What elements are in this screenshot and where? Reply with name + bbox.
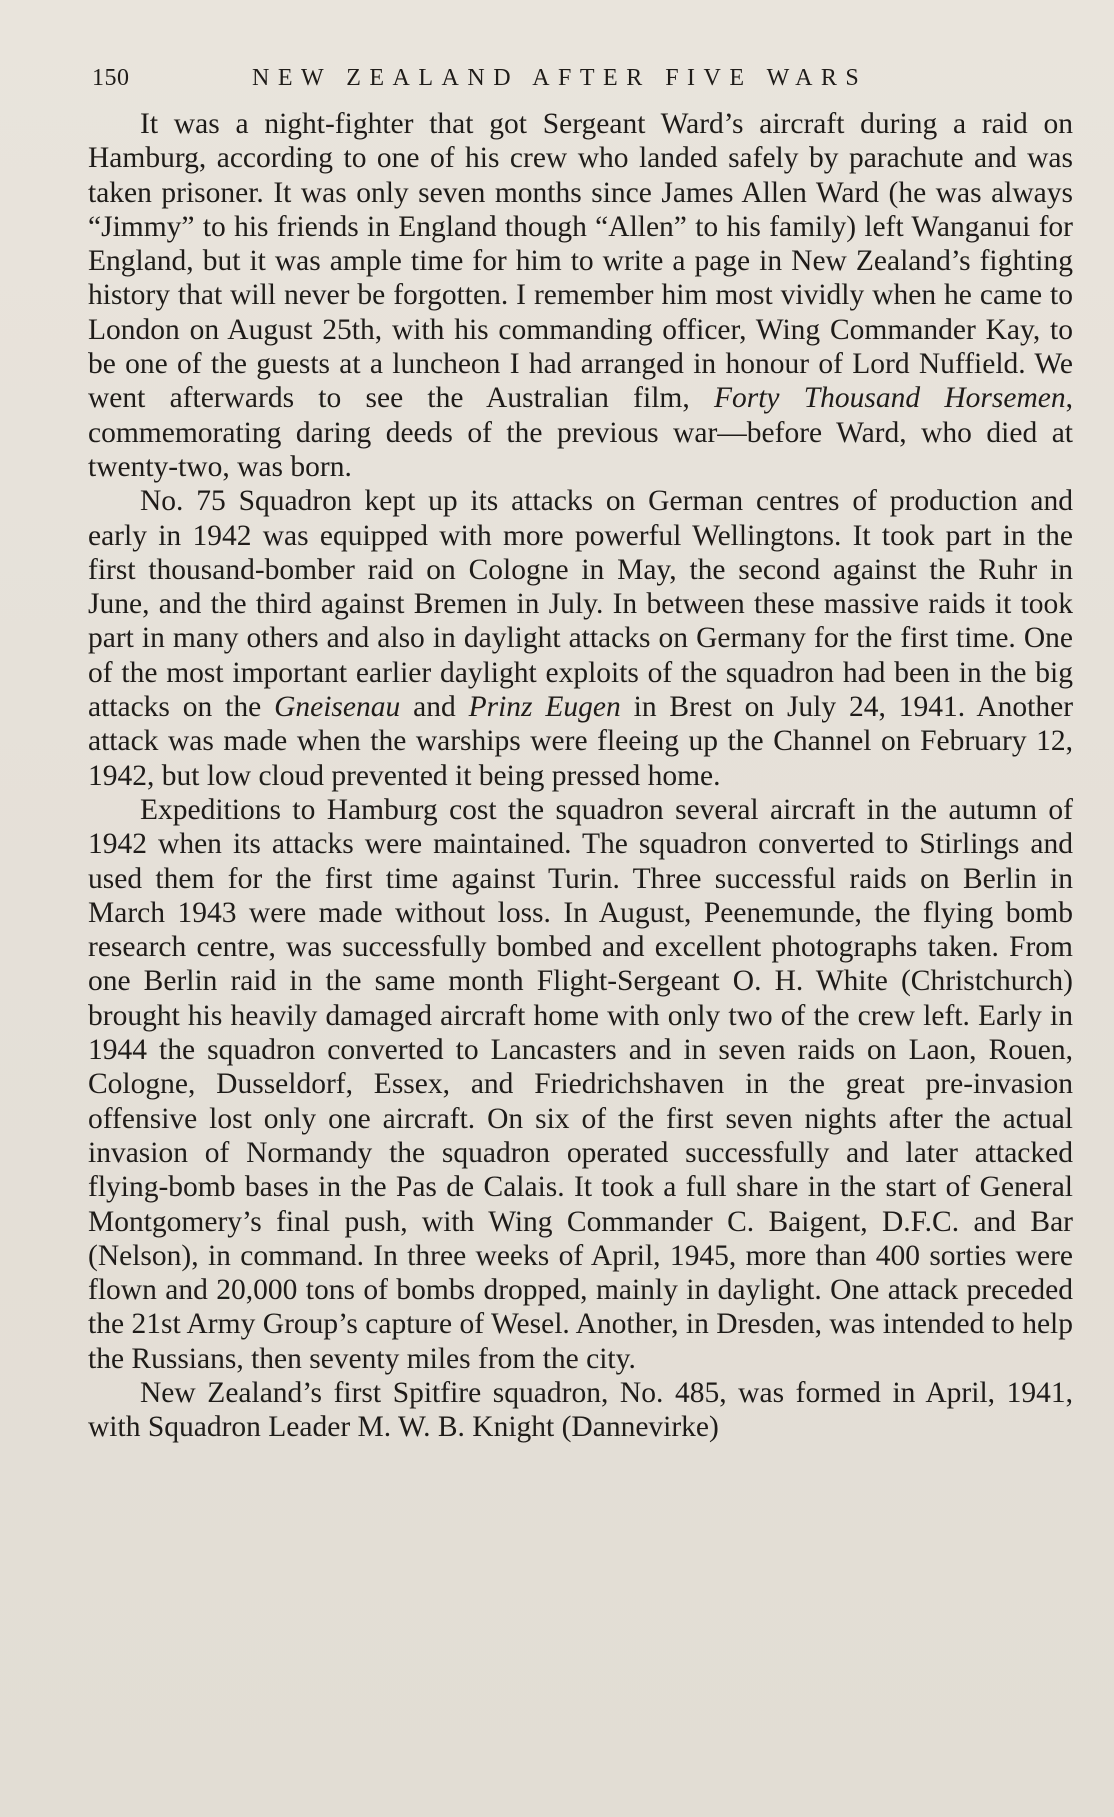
body-text (88, 107, 1073, 1445)
paragraph-ward (88, 107, 1073, 484)
paragraph-expeditions (88, 793, 1073, 1376)
paragraph-spitfire-squadron (88, 1376, 1073, 1445)
page-number: 150 (92, 65, 130, 91)
running-head (92, 58, 1067, 98)
paragraph-text: Expeditions to Hamburg cost the squadron several aircraft in the autumn of 1942 when its attacks were maintained. The squadron converted to Stirlings and used them for the first time against Turin. Three successful raids on Berlin in March 1943 were made without loss. In August, Peenemunde, the flying bomb research centre, was successfully bombed and excellent photographs taken. From one Berlin raid in the same month Flight-Sergeant O. H. White (Christchurch) brought his heavily damaged aircraft home with only two of the crew left. Early in 1944 the squadron converted to Lancasters and in seven raids on Laon, Rouen, Cologne, Dusseldorf, Essex, and Friedrichshaven in the great pre-invasion offensive lost only one aircraft. On six of the first seven nights after the actual invasion of Normandy the squadron operated successfully and later attacked flying-bomb bases in the Pas de Calais. It took a full share in the start of General Montgomery’s final push, with Wing Commander C. Baigent, D.F.C. and Bar (Nelson), in command. In three weeks of April, 1945, more than 400 sorties were flown and 20,000 tons of bombs dropped, mainly in daylight. One attack preceded the 21st Army Group’s capture of Wesel. Another, in Dresden, was intended to help the Russians, then seventy miles from the city. (88, 793, 1073, 1375)
paragraph-text: No. 75 Squadron kept up its attacks on German centres of production and early in 1942 was equipped with more powerful Wellingtons. It took part in the first thousand-bomber raid on Cologne in May, the second against the Ruhr in June, and the third against Bremen in July. In between these massive raids it took part in many others and also in daylight attacks on Germany for the first time. One of the most important earlier daylight exploits of the squadron had been in the big attacks on the (88, 485, 1073, 724)
film-title: Forty Thousand Horsemen (713, 382, 1066, 415)
paragraph-no-75-squadron (88, 484, 1073, 793)
paragraph-text: and (400, 691, 469, 724)
paragraph-text: It was a night-fighter that got Sergeant Ward’s aircraft during a raid on Hamburg, according to one of his crew who landed safely by parachute and was taken prisoner. It was only seven months since James Allen Ward (he was always “Jimmy” to his friends in England though “Allen” to his family) left Wanganui for England, but it was ample time for him to write a page in New Zealand’s fighting history that will never be forgotten. I remember him most vividly when he came to London on August 25th, with his commanding officer, Wing Commander Kay, to be one of the guests at a luncheon I had arranged in honour of Lord Nuffield. We went afterwards to see the Australian film, (88, 108, 1073, 415)
ship-name-gneisenau: Gneisenau (274, 691, 401, 724)
paragraph-text: in Brest on July 24, 1941. Another attack was made when the warships were fleeing up the Channel on February 12, 1942, but low cloud prevented it being pressed home. (88, 691, 1074, 792)
running-title: NEW ZEALAND AFTER FIVE WARS (252, 65, 868, 91)
ship-name-prinz-eugen: Prinz Eugen (468, 691, 621, 724)
paragraph-text: , commemorating daring deeds of the previous war—before Ward, who died at twenty-two, was born. (88, 382, 1073, 483)
paragraph-text: New Zealand’s first Spitfire squadron, No. 485, was formed in April, 1941, with Squadron Leader M. W. B. Knight (Dannevirke) (88, 1376, 1073, 1444)
